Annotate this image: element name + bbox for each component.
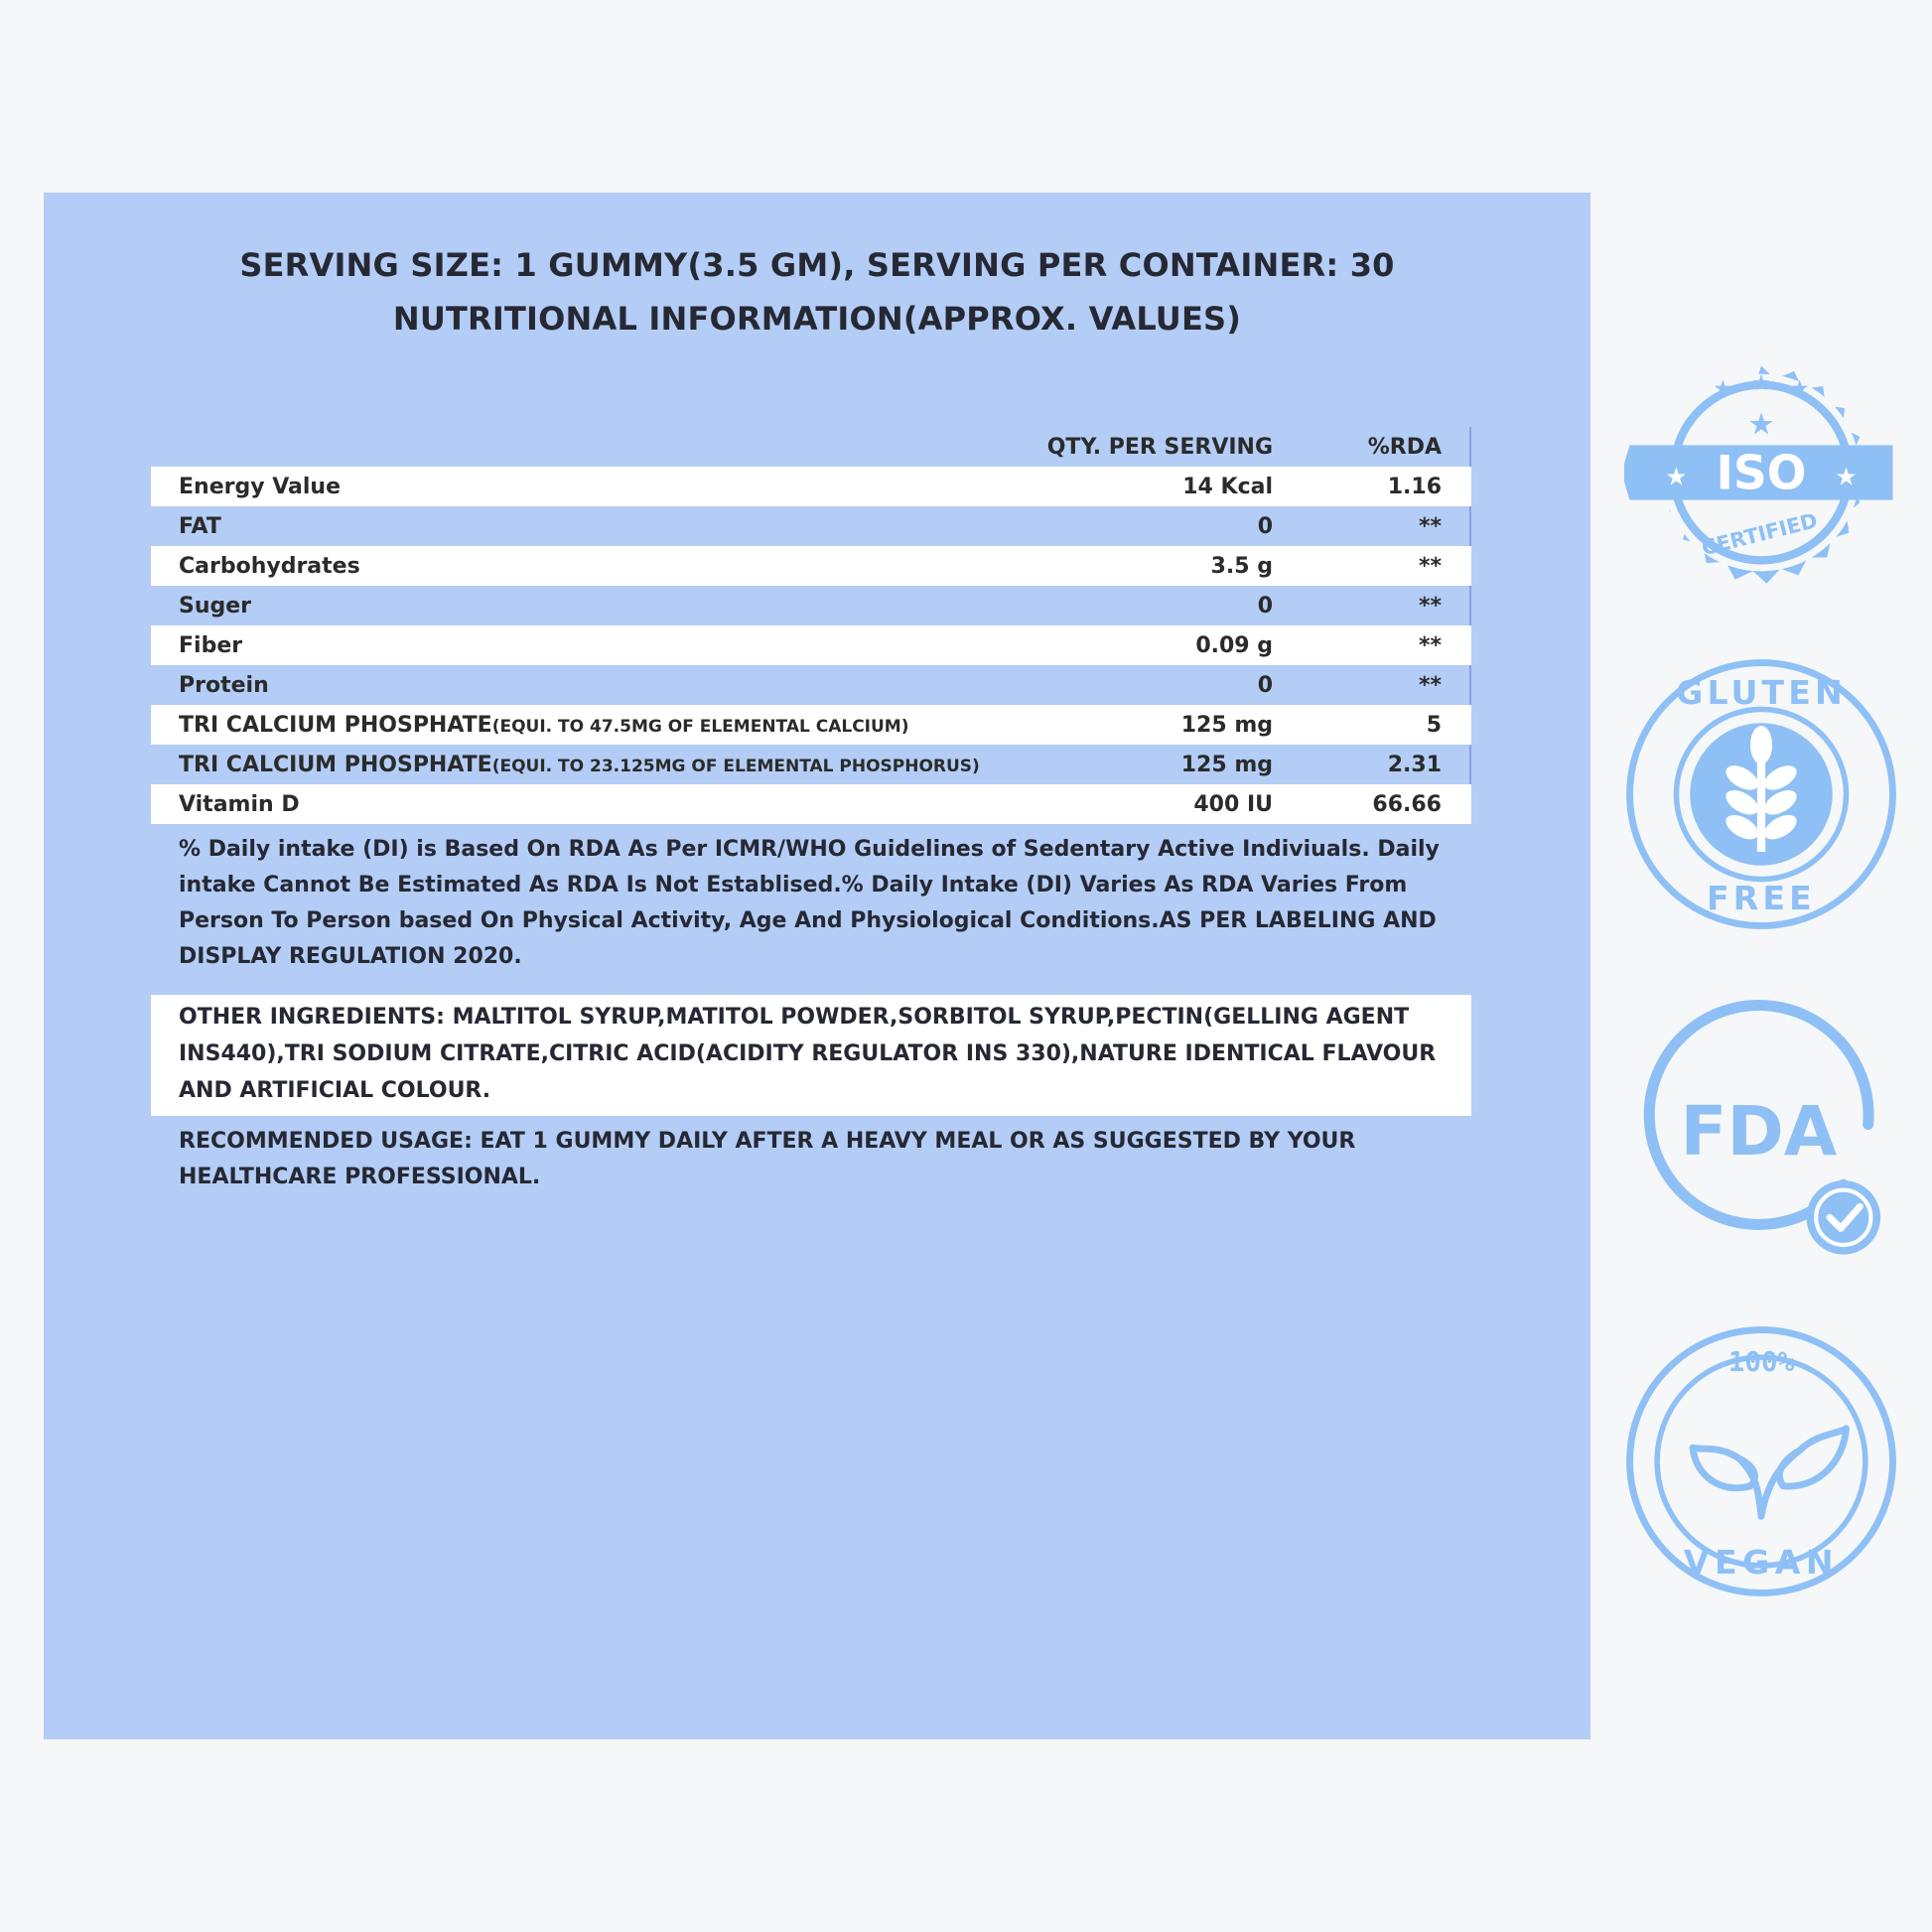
table-row bbox=[151, 665, 1471, 705]
svg-text:★: ★ bbox=[1747, 407, 1775, 443]
table-row bbox=[151, 625, 1471, 665]
row-rda: ** bbox=[1418, 672, 1442, 698]
fda-check-icon bbox=[1624, 993, 1898, 1267]
svg-text:★: ★ bbox=[1713, 376, 1733, 402]
iso-certified-seal-icon bbox=[1624, 336, 1898, 610]
row-rda: 2.31 bbox=[1387, 752, 1442, 777]
gluten-free-badge bbox=[1624, 657, 1898, 931]
other-ingredients: OTHER INGREDIENTS: MALTITOL SYRUP,MATITOL POWDER,SORBITOL SYRUP,PECTIN(GELLING AGENT INS440),TRI SODIUM CITRATE,CITRIC ACID(ACIDITY REGULATOR INS 330),NATURE IDENTICAL FLAVOUR AND ARTIFICIAL COLOUR. bbox=[151, 995, 1471, 1116]
row-subnote: (EQUI. TO 47.5MG OF ELEMENTAL CALCIUM) bbox=[491, 716, 909, 737]
nutrition-title-line: NUTRITIONAL INFORMATION(APPROX. VALUES) bbox=[392, 300, 1242, 338]
row-name: Fiber bbox=[179, 632, 243, 658]
header-qty: QTY. PER SERVING bbox=[1046, 434, 1273, 460]
row-qty: 0 bbox=[1257, 672, 1273, 698]
table-header-row bbox=[151, 427, 1471, 467]
table-row bbox=[151, 586, 1471, 625]
row-qty: 125 mg bbox=[1180, 752, 1273, 777]
serving-size-line: SERVING SIZE: 1 GUMMY(3.5 GM), SERVING PER CONTAINER: 30 bbox=[239, 246, 1395, 284]
row-qty: 400 IU bbox=[1193, 791, 1273, 817]
vegan-badge bbox=[1624, 1324, 1898, 1598]
table-row bbox=[151, 784, 1471, 824]
fda-label: FDA bbox=[1680, 1091, 1838, 1172]
row-rda: ** bbox=[1418, 513, 1442, 539]
table-row bbox=[151, 745, 1471, 784]
row-name: FAT bbox=[179, 513, 221, 539]
table-row bbox=[151, 546, 1471, 586]
row-qty: 0 bbox=[1257, 513, 1273, 539]
row-qty: 125 mg bbox=[1180, 712, 1273, 738]
row-rda: ** bbox=[1418, 553, 1442, 579]
row-name: Vitamin D bbox=[179, 791, 300, 817]
row-name: Carbohydrates bbox=[179, 553, 360, 579]
vegan-leaves-icon bbox=[1624, 1324, 1898, 1598]
iso-ring-label: CERTIFIED bbox=[1699, 508, 1821, 561]
row-rda: 66.66 bbox=[1372, 791, 1442, 817]
gluten-bottom-label: FREE bbox=[1707, 878, 1816, 917]
svg-text:★: ★ bbox=[1751, 371, 1771, 397]
gluten-free-wheat-icon bbox=[1624, 657, 1898, 931]
table-row bbox=[151, 705, 1471, 745]
nutrition-table bbox=[151, 427, 1471, 824]
table-row bbox=[151, 467, 1471, 506]
vegan-top-label: 100% bbox=[1727, 1344, 1795, 1378]
svg-text:★: ★ bbox=[1665, 462, 1688, 491]
row-name: TRI CALCIUM PHOSPHATE bbox=[179, 712, 492, 738]
iso-label: ISO bbox=[1716, 446, 1807, 501]
svg-text:★: ★ bbox=[1835, 462, 1858, 491]
row-rda: 5 bbox=[1426, 712, 1442, 738]
gluten-top-label: GLUTEN bbox=[1676, 672, 1847, 712]
row-qty: 0.09 g bbox=[1195, 632, 1273, 658]
nutrition-panel bbox=[44, 193, 1590, 1739]
row-rda: 1.16 bbox=[1387, 474, 1442, 499]
panel-heading bbox=[44, 238, 1590, 345]
row-qty: 0 bbox=[1257, 593, 1273, 619]
row-name: Protein bbox=[179, 672, 269, 698]
header-rda: %RDA bbox=[1367, 434, 1442, 460]
row-qty: 3.5 g bbox=[1210, 553, 1273, 579]
row-qty: 14 Kcal bbox=[1182, 474, 1273, 499]
row-name: Suger bbox=[179, 593, 252, 619]
row-rda: ** bbox=[1418, 632, 1442, 658]
row-name: TRI CALCIUM PHOSPHATE bbox=[179, 752, 492, 777]
iso-certified-badge bbox=[1624, 336, 1898, 610]
recommended-usage: RECOMMENDED USAGE: EAT 1 GUMMY DAILY AFTER A HEAVY MEAL OR AS SUGGESTED BY YOUR HEALTHCARE PROFESSIONAL. bbox=[179, 1129, 1356, 1189]
svg-text:★: ★ bbox=[1789, 376, 1810, 402]
row-name: Energy Value bbox=[179, 474, 342, 499]
vegan-bottom-label: VEGAN bbox=[1683, 1543, 1840, 1583]
daily-intake-note: % Daily intake (DI) is Based On RDA As Per ICMR/WHO Guidelines of Sedentary Active Indiviuals. Daily intake Cannot Be Estimated As RDA Is Not Establised.% Daily Intake (DI) Varies As RDA Varies From Person To Person based On Physical Activity, Age And Physiological Conditions.AS PER LABELING AND DISPLAY REGULATION 2020. bbox=[179, 837, 1440, 969]
row-rda: ** bbox=[1418, 593, 1442, 619]
row-subnote: (EQUI. TO 23.125MG OF ELEMENTAL PHOSPHORUS) bbox=[491, 756, 980, 776]
fda-badge bbox=[1624, 993, 1898, 1267]
table-row bbox=[151, 506, 1471, 546]
